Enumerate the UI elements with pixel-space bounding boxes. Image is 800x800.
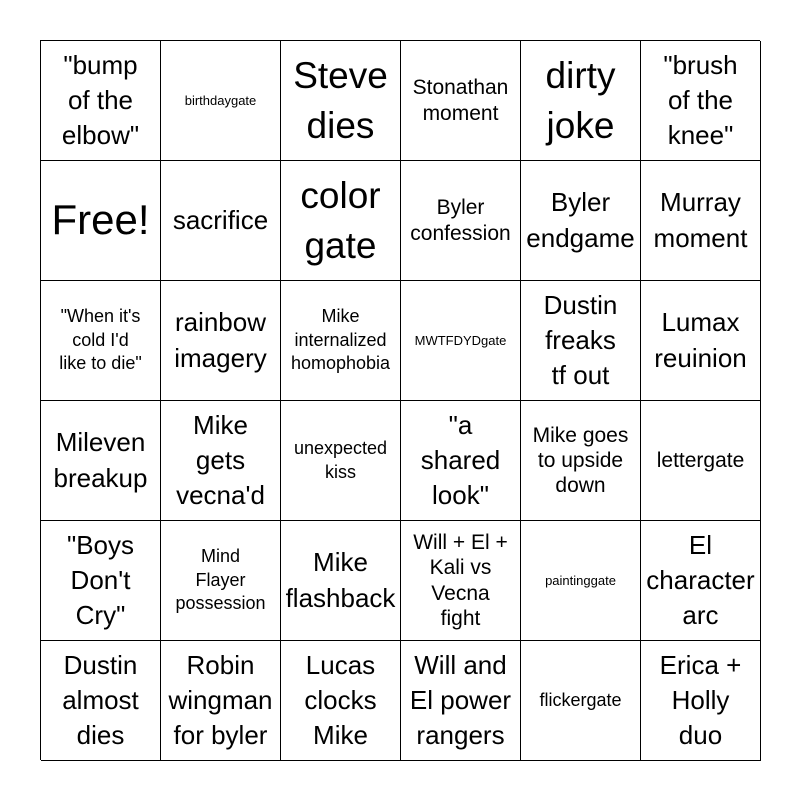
bingo-cell-r1-c4[interactable] — [401, 41, 521, 161]
bingo-cell-label: Robin wingman for byler — [168, 649, 273, 751]
bingo-cell-label: unexpected kiss — [293, 438, 388, 482]
bingo-cell-r6-c4[interactable] — [401, 641, 521, 761]
bingo-cell-r6-c6[interactable] — [641, 641, 761, 761]
bingo-cell-label: Mind Flayer possession — [175, 546, 266, 614]
bingo-cell-label: dirty joke — [545, 54, 616, 146]
bingo-cell-r1-c2[interactable] — [161, 41, 281, 161]
bingo-cell-label: Free! — [51, 196, 150, 244]
bingo-cell-r4-c4[interactable] — [401, 401, 521, 521]
bingo-cell-label: color gate — [300, 174, 381, 266]
bingo-cell-r1-c1[interactable] — [41, 41, 161, 161]
bingo-cell-label: flickergate — [539, 689, 622, 710]
bingo-cell-label: Mike flashback — [285, 547, 396, 613]
bingo-cell-r4-c5[interactable] — [521, 401, 641, 521]
bingo-cell-r6-c1[interactable] — [41, 641, 161, 761]
bingo-cell-r4-c3[interactable] — [281, 401, 401, 521]
bingo-cell-r2-c4[interactable] — [401, 161, 521, 281]
bingo-cell-label: Byler endgame — [526, 187, 635, 253]
bingo-cell-label: "a shared look" — [420, 409, 501, 511]
bingo-cell-r6-c5[interactable] — [521, 641, 641, 761]
bingo-cell-label: Mike goes to upside down — [532, 423, 629, 498]
bingo-cell-label: Will and El power rangers — [409, 649, 512, 751]
bingo-cell-label: Lucas clocks Mike — [304, 649, 377, 751]
bingo-cell-label: "bump of the elbow" — [61, 49, 140, 151]
bingo-cell-r1-c5[interactable] — [521, 41, 641, 161]
bingo-cell-label: Mike internalized homophobia — [290, 306, 391, 374]
bingo-cell-r4-c2[interactable] — [161, 401, 281, 521]
bingo-cell-r3-c5[interactable] — [521, 281, 641, 401]
bingo-cell-r3-c6[interactable] — [641, 281, 761, 401]
bingo-cell-label: Stonathan moment — [412, 76, 509, 125]
bingo-cell-label: "When it's cold I'd like to die" — [59, 306, 142, 374]
bingo-cell-label: Mileven breakup — [53, 427, 148, 493]
bingo-cell-label: Erica + Holly duo — [659, 649, 742, 751]
bingo-cell-r3-c3[interactable] — [281, 281, 401, 401]
bingo-cell-r5-c6[interactable] — [641, 521, 761, 641]
bingo-cell-label: "Boys Don't Cry" — [66, 529, 135, 631]
bingo-cell-label: Dustin freaks tf out — [543, 289, 618, 391]
bingo-cell-r2-c1[interactable] — [41, 161, 161, 281]
bingo-cell-r1-c6[interactable] — [641, 41, 761, 161]
bingo-cell-r4-c1[interactable] — [41, 401, 161, 521]
bingo-cell-label: Murray moment — [653, 187, 748, 253]
bingo-cell-r1-c3[interactable] — [281, 41, 401, 161]
bingo-cell-label: Steve dies — [293, 54, 388, 146]
bingo-cell-r5-c1[interactable] — [41, 521, 161, 641]
bingo-cell-label: Mike gets vecna'd — [176, 409, 265, 511]
bingo-cell-r5-c3[interactable] — [281, 521, 401, 641]
bingo-cell-label: El character arc — [646, 529, 755, 631]
bingo-cell-r6-c3[interactable] — [281, 641, 401, 761]
bingo-cell-r2-c5[interactable] — [521, 161, 641, 281]
bingo-cell-r2-c3[interactable] — [281, 161, 401, 281]
bingo-cell-label: lettergate — [656, 448, 745, 472]
bingo-cell-r3-c2[interactable] — [161, 281, 281, 401]
bingo-cell-label: Will + El + Kali vs Vecna fight — [413, 531, 508, 630]
bingo-board — [40, 40, 760, 760]
bingo-cell-r2-c6[interactable] — [641, 161, 761, 281]
bingo-cell-label: rainbow imagery — [174, 307, 267, 373]
bingo-cell-r4-c6[interactable] — [641, 401, 761, 521]
bingo-cell-r5-c5[interactable] — [521, 521, 641, 641]
bingo-cell-label: paintinggate — [545, 572, 616, 588]
bingo-cell-r3-c4[interactable] — [401, 281, 521, 401]
bingo-cell-label: sacrifice — [172, 204, 269, 235]
bingo-cell-r5-c2[interactable] — [161, 521, 281, 641]
bingo-cell-label: Dustin almost dies — [62, 649, 139, 751]
bingo-cell-label: Lumax reuinion — [654, 307, 747, 373]
bingo-cell-r6-c2[interactable] — [161, 641, 281, 761]
bingo-cell-label: Byler confession — [410, 196, 511, 245]
bingo-cell-label: birthdaygate — [184, 92, 257, 108]
bingo-cell-label: MWTFDYDgate — [414, 332, 507, 348]
bingo-cell-r2-c2[interactable] — [161, 161, 281, 281]
bingo-cell-r5-c4[interactable] — [401, 521, 521, 641]
bingo-cell-label: "brush of the knee" — [663, 49, 738, 151]
bingo-cell-r3-c1[interactable] — [41, 281, 161, 401]
